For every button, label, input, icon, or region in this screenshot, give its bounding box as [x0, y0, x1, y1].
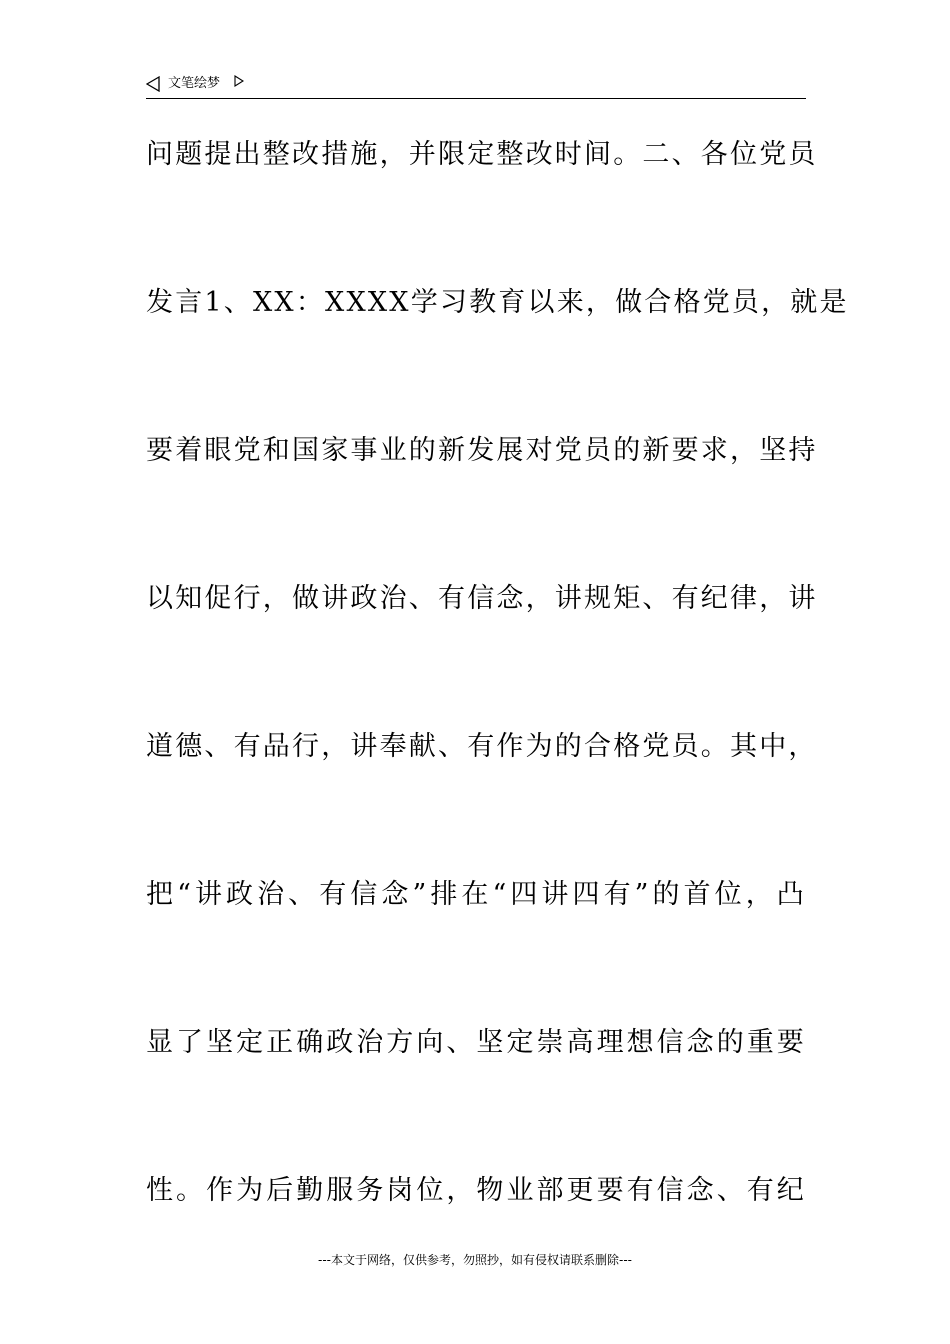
text-line: 问题提出整改措施，并限定整改时间。二、各位党员	[146, 139, 818, 170]
header-title: 文笔绘梦	[168, 76, 221, 91]
footer-disclaimer: ---本文于网络，仅供参考，勿照抄，如有侵权请联系删除---	[318, 1253, 632, 1267]
text-line: 把“讲政治、有信念”排在“四讲四有”的首位，凸	[146, 879, 806, 910]
text-line: 显了坚定正确政治方向、坚定崇高理想信念的重要	[146, 1027, 806, 1058]
text-line: 要着眼党和国家事业的新发展对党员的新要求，坚持	[146, 435, 818, 466]
text-line: 发言1、XX：XXXX学习教育以来，做合格党员，就是	[146, 287, 849, 318]
document-body	[146, 0, 849, 1344]
text-line: 道德、有品行，讲奉献、有作为的合格党员。其中，	[146, 731, 818, 762]
text-line: 性。作为后勤服务岗位，物业部更要有信念、有纪	[146, 1175, 806, 1206]
text-line: 以知促行，做讲政治、有信念，讲规矩、有纪律，讲	[146, 583, 818, 614]
